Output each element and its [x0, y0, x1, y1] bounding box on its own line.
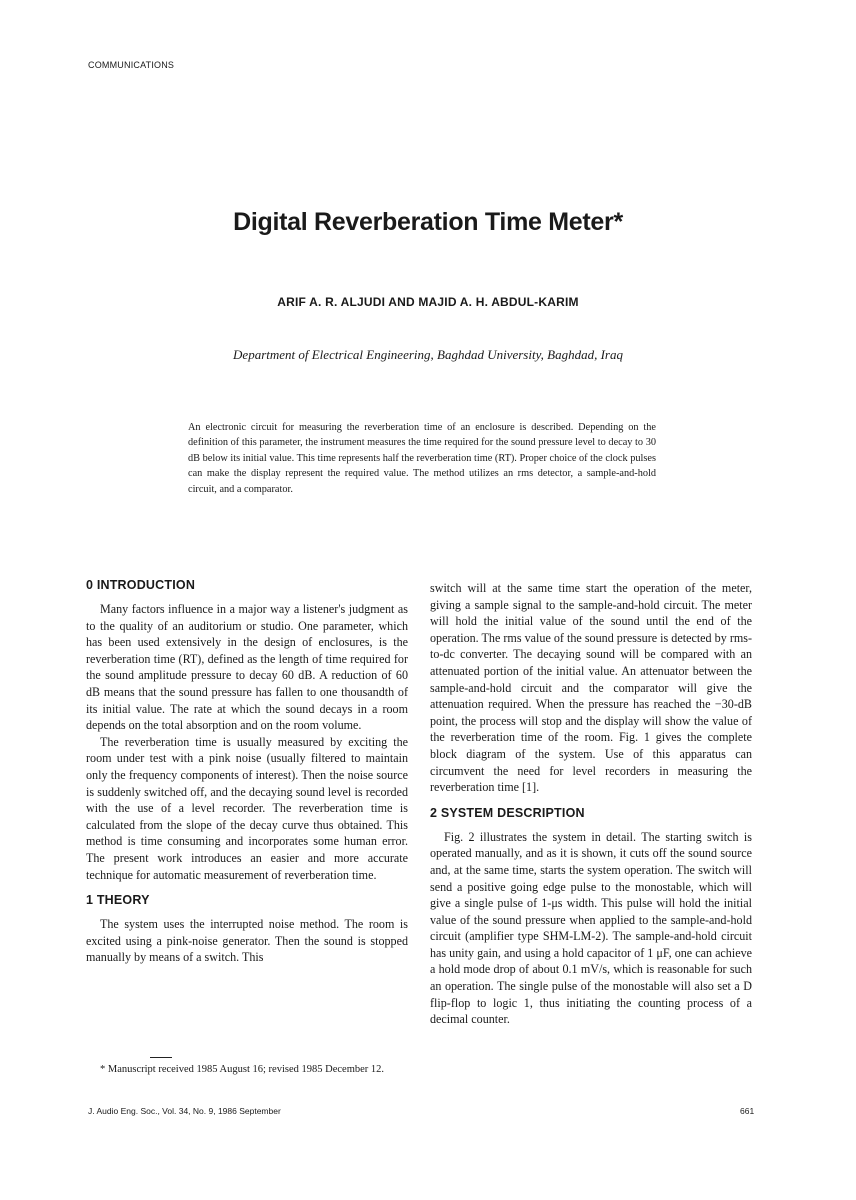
- right-column: [430, 580, 752, 1028]
- abstract: An electronic circuit for measuring the reverberation time of an enclosure is described. Depending on the definition of this parameter, the instrument measures the time required for the sound pressure level to decay to 30 dB below its initial value. This time represents half the reverberation time (RT). Proper choice of the clock pulses can make the display represent the required value. The method utilizes an rms detector, a sample-and-hold circuit, and a comparator.: [188, 422, 656, 495]
- theory-heading: 1 THEORY: [86, 893, 150, 908]
- footnote-rule: [150, 1057, 172, 1058]
- page-number: 661: [740, 1106, 755, 1116]
- journal-citation: J. Audio Eng. Soc., Vol. 34, No. 9, 1986 September: [88, 1106, 281, 1116]
- introduction-heading: 0 INTRODUCTION: [86, 578, 196, 592]
- system-description-heading: 2 SYSTEM DESCRIPTION: [430, 805, 585, 820]
- theory-paragraph-1: The system uses the interrupted noise method. The room is excited using a pink-noise generator. Then the sound is stopped manually by means of a switch. This: [86, 917, 408, 965]
- article-authors: ARIF A. R. ALJUDI AND MAJID A. H. ABDUL-KARIM: [277, 295, 579, 309]
- section-header: COMMUNICATIONS: [88, 60, 175, 70]
- article-title: Digital Reverberation Time Meter*: [233, 208, 623, 236]
- introduction-paragraph-1: Many factors influence in a major way a listener's judgment as to the quality of an auditorium or studio. One parameter, which has been used extensively in the design of enclosures, is the reverberation time (RT), defined as the length of time required for the sound amplitude pressure to decay 60 dB. A reduction of 60 dB means that the sound pressure has fallen to one thousandth of its initial value. The rate at which the sound decays in a room depends on the total absorption and on the room volume.: [86, 602, 408, 733]
- author-affiliation: Department of Electrical Engineering, Baghdad University, Baghdad, Iraq: [233, 347, 623, 362]
- system-description-paragraph-1: Fig. 2 illustrates the system in detail. The starting switch is operated manually, and as it is shown, it cuts off the sound source and, at the same time, starts the system operation. The switch will send a positive going edge pulse to the monostable, which will give a single pulse of 1-μs width. This pulse will hold the initial value of the sound pressure when applied to the sample-and-hold circuit (amplifier type SHM-LM-2). The sample-and-hold circuit has unity gain, and using a hold capacitor of 1 μF, one can achieve a hold mode drop of about 0.1 mV/s, which is reasonable for such an operation. The single pulse of the monostable will also set a D flip-flop to logic 1, thus initiating the counting process of a decimal counter.: [430, 829, 752, 1027]
- theory-continuation: switch will at the same time start the operation of the meter, giving a sample signal to the sample-and-hold circuit. The meter will hold the initial value of the sound until the end of the operation. The rms value of the sound pressure is detected by rms-to-dc converter. The decaying sound will be compared with an attenuated portion of the initial value. An attenuator between the sample-and-hold circuit and the comparator will give the attenuation required. When the pressure has reached the −30-dB point, the process will stop and the display will show the value of the reverberation time of the room. Fig. 1 gives the complete block diagram of the system. Use of this apparatus can circumvent the need for level recorders in measuring the reverberation time [1].: [430, 581, 752, 795]
- introduction-paragraph-2: The reverberation time is usually measured by exciting the room under test with a pink noise (usually filtered to maintain only the frequency components of interest). Then the noise source is suddenly switched off, and the decaying sound level is recorded with the use of a level recorder. The reverberation time is calculated from the slope of the decay curve thus obtained. This method is time consuming and incorporates some human error. The present work introduces an easier and more accurate technique for automatic measurement of reverberation time.: [86, 734, 408, 882]
- footnote: * Manuscript received 1985 August 16; revised 1985 December 12.: [100, 1064, 385, 1075]
- left-column: [86, 578, 408, 966]
